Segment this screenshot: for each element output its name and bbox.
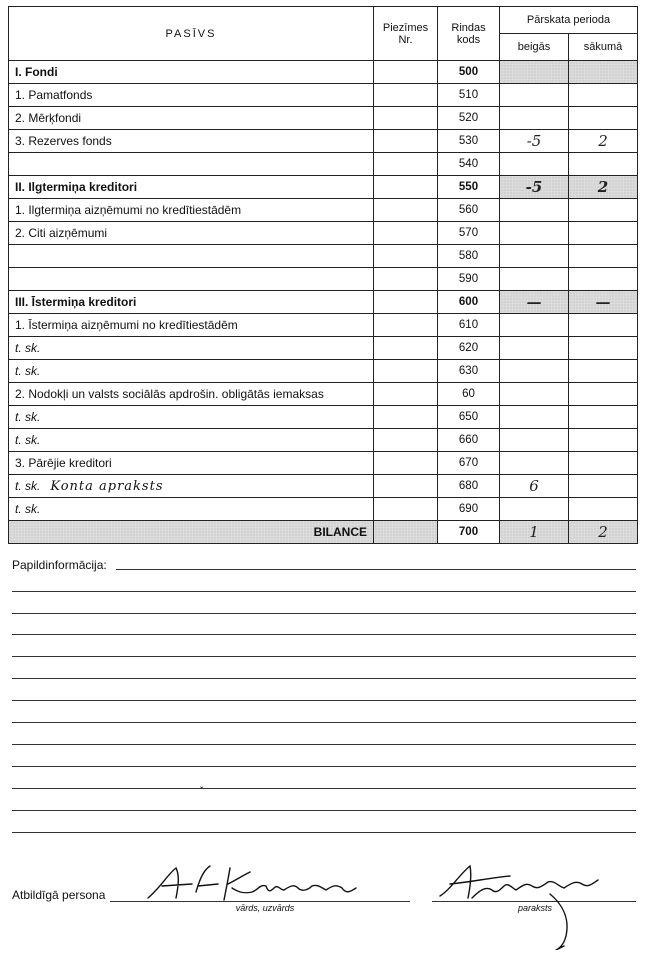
row-period-end-value[interactable]: -5 [500, 176, 569, 199]
row-period-start-value[interactable] [569, 61, 638, 84]
additional-info-label: Papildinformācija: [12, 558, 107, 572]
row-code: 570 [438, 222, 500, 245]
code-header: Rindas kods [438, 7, 500, 61]
row-period-start-value[interactable] [569, 360, 638, 383]
row-period-end-value[interactable] [500, 268, 569, 291]
row-period-end-value[interactable] [500, 84, 569, 107]
row-period-end-value[interactable] [500, 452, 569, 475]
row-code: 670 [438, 452, 500, 475]
row-notes[interactable] [374, 291, 438, 314]
table-row [9, 130, 638, 153]
row-period-end-value[interactable] [500, 107, 569, 130]
row-code: 660 [438, 429, 500, 452]
row-period-start-value[interactable] [569, 199, 638, 222]
notes-header: Piezīmes Nr. [374, 7, 438, 61]
row-label [9, 245, 374, 268]
row-notes[interactable] [374, 130, 438, 153]
row-code: 630 [438, 360, 500, 383]
row-label-text: t. sk. [15, 341, 41, 355]
row-code: 500 [438, 61, 500, 84]
info-line[interactable] [12, 700, 636, 701]
table-row [9, 314, 638, 337]
row-code: 610 [438, 314, 500, 337]
row-period-start-value[interactable] [569, 222, 638, 245]
row-label: 3. Rezerves fonds [9, 130, 374, 153]
row-notes[interactable] [374, 406, 438, 429]
table-row [9, 291, 638, 314]
table-row [9, 84, 638, 107]
row-notes[interactable] [374, 452, 438, 475]
row-period-start-value[interactable] [569, 406, 638, 429]
row-period-start-value[interactable] [569, 107, 638, 130]
table-row [9, 268, 638, 291]
row-notes[interactable] [374, 314, 438, 337]
row-notes[interactable] [374, 268, 438, 291]
table-row [9, 245, 638, 268]
row-period-start-value[interactable] [569, 429, 638, 452]
table-row [9, 61, 638, 84]
table-row [9, 406, 638, 429]
row-notes[interactable] [374, 475, 438, 498]
row-label [9, 406, 374, 429]
period-header: Pārskata perioda [500, 7, 638, 34]
info-line[interactable] [12, 810, 636, 811]
row-period-start-value[interactable]: 2 [569, 130, 638, 153]
row-notes[interactable] [374, 176, 438, 199]
row-label: 3. Pārējie kreditori [9, 452, 374, 475]
row-period-start-value[interactable]: — [569, 291, 638, 314]
row-code: 580 [438, 245, 500, 268]
row-code: 540 [438, 153, 500, 176]
row-period-end-value[interactable] [500, 61, 569, 84]
responsible-person-label: Atbildīgā persona [12, 888, 106, 902]
row-period-start-value[interactable] [569, 268, 638, 291]
table-row [9, 199, 638, 222]
row-notes[interactable] [374, 84, 438, 107]
row-label: III. Īstermiņa kreditori [9, 291, 374, 314]
row-label-text: t. sk. [15, 502, 41, 516]
row-period-end-value[interactable] [500, 199, 569, 222]
row-period-end-value[interactable] [500, 429, 569, 452]
table-row [9, 360, 638, 383]
row-period-start-value[interactable] [569, 245, 638, 268]
info-line[interactable] [12, 634, 636, 635]
row-code: 620 [438, 337, 500, 360]
row-label: II. Ilgtermiņa kreditori [9, 176, 374, 199]
row-code: 560 [438, 199, 500, 222]
row-notes[interactable] [374, 521, 438, 544]
row-label [9, 360, 374, 383]
row-label: I. Fondi [9, 61, 374, 84]
table-row [9, 222, 638, 245]
row-label [9, 498, 374, 521]
row-label: 2. Nodokļi un valsts sociālās apdrošin. obligātās iemaksas [9, 383, 374, 406]
stray-mark: ˇ [200, 786, 204, 797]
table-title: PASĪVS [9, 7, 374, 61]
info-line[interactable] [12, 656, 636, 657]
row-code: 650 [438, 406, 500, 429]
name-caption: vārds, uzvārds [235, 903, 295, 913]
row-period-end-value[interactable] [500, 245, 569, 268]
row-label: 1. Ilgtermiņa aizņēmumi no kredītiestādēm [9, 199, 374, 222]
row-code: 510 [438, 84, 500, 107]
row-notes[interactable] [374, 107, 438, 130]
row-code: 590 [438, 268, 500, 291]
row-label [9, 475, 374, 498]
row-label-text: t. sk. [15, 478, 41, 493]
row-notes[interactable] [374, 337, 438, 360]
table-row [9, 498, 638, 521]
row-period-start-value[interactable] [569, 337, 638, 360]
signature-caption: paraksts [517, 903, 552, 913]
table-row [9, 521, 638, 544]
table-row [9, 452, 638, 475]
row-code: 550 [438, 176, 500, 199]
row-label: 2. Mērķfondi [9, 107, 374, 130]
info-line[interactable] [12, 832, 636, 833]
row-label-text: t. sk. [15, 410, 41, 424]
row-code: 680 [438, 475, 500, 498]
period-start-header: sākumā [569, 34, 638, 61]
row-period-start-value[interactable] [569, 452, 638, 475]
row-period-start-value[interactable]: 2 [569, 521, 638, 544]
row-period-end-value[interactable] [500, 153, 569, 176]
row-period-end-value[interactable] [500, 406, 569, 429]
handwritten-note: Konta apraksts [50, 478, 164, 494]
info-line[interactable] [12, 744, 636, 745]
info-line[interactable] [12, 591, 636, 592]
row-period-end-value[interactable]: 6 [500, 475, 569, 498]
row-label: 1. Īstermiņa aizņēmumi no kredītiestādēm [9, 314, 374, 337]
passive-balance-table [8, 6, 638, 544]
info-line[interactable] [12, 613, 636, 614]
row-period-end-value[interactable]: -5 [500, 130, 569, 153]
row-label-text: t. sk. [15, 433, 41, 447]
row-code: 600 [438, 291, 500, 314]
row-notes[interactable] [374, 222, 438, 245]
row-label [9, 153, 374, 176]
row-code: 700 [438, 521, 500, 544]
row-label-text: t. sk. [15, 364, 41, 378]
row-code: 60 [438, 383, 500, 406]
table-body [9, 61, 638, 544]
row-label [9, 337, 374, 360]
row-code: 520 [438, 107, 500, 130]
name-signature [140, 862, 370, 902]
row-notes[interactable] [374, 498, 438, 521]
row-notes[interactable] [374, 429, 438, 452]
row-label [9, 429, 374, 452]
row-period-end-value[interactable] [500, 383, 569, 406]
row-notes[interactable] [374, 360, 438, 383]
table-row [9, 429, 638, 452]
row-period-start-value[interactable]: 2 [569, 176, 638, 199]
row-period-start-value[interactable] [569, 383, 638, 406]
row-period-end-value[interactable]: 1 [500, 521, 569, 544]
row-period-end-value[interactable] [500, 498, 569, 521]
row-notes[interactable] [374, 383, 438, 406]
row-label: 2. Citi aizņēmumi [9, 222, 374, 245]
row-notes[interactable] [374, 153, 438, 176]
row-period-start-value[interactable] [569, 498, 638, 521]
row-period-end-value[interactable] [500, 337, 569, 360]
info-line[interactable] [116, 569, 636, 570]
table-row [9, 153, 638, 176]
row-code: 530 [438, 130, 500, 153]
table-row [9, 475, 638, 498]
info-line[interactable] [12, 678, 636, 679]
row-notes[interactable] [374, 199, 438, 222]
table-row [9, 176, 638, 199]
row-label: 1. Pamatfonds [9, 84, 374, 107]
signature [430, 860, 620, 950]
row-label: BILANCE [9, 521, 374, 544]
table-row [9, 383, 638, 406]
row-period-start-value[interactable] [569, 84, 638, 107]
info-line[interactable] [12, 722, 636, 723]
row-period-end-value[interactable] [500, 222, 569, 245]
table-row [9, 107, 638, 130]
row-period-start-value[interactable] [569, 314, 638, 337]
row-period-end-value[interactable]: — [500, 291, 569, 314]
row-code: 690 [438, 498, 500, 521]
row-notes[interactable] [374, 245, 438, 268]
row-notes[interactable] [374, 61, 438, 84]
row-period-start-value[interactable] [569, 475, 638, 498]
table-row [9, 337, 638, 360]
info-line[interactable] [12, 766, 636, 767]
info-line[interactable] [12, 788, 636, 789]
period-end-header: beigās [500, 34, 569, 61]
row-period-end-value[interactable] [500, 314, 569, 337]
row-period-start-value[interactable] [569, 153, 638, 176]
row-period-end-value[interactable] [500, 360, 569, 383]
row-label [9, 268, 374, 291]
